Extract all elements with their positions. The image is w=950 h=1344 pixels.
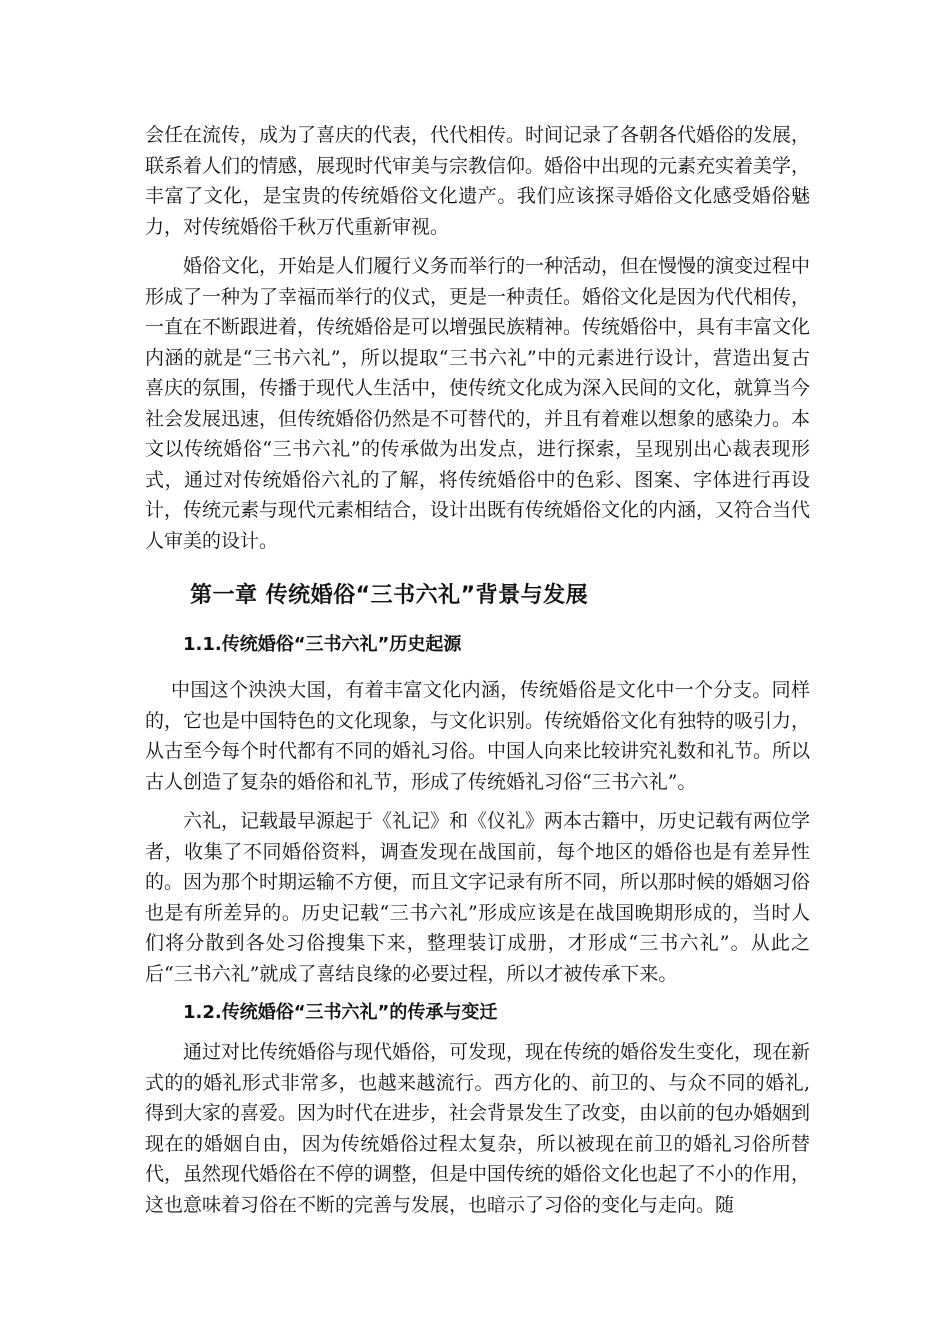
section-1-1-paragraph-1: 中国这个泱泱大国，有着丰富文化内涵，传统婚俗是文化中一个分支。同样的，它也是中国特色的文化现象，与文化识别。传统婚俗文化有独特的吸引力，从古至今每个时代都有不同的婚礼习俗。中国人向来比较讲究礼数和礼节。所以古人创造了复杂的婚俗和礼节，形成了传统婚礼习俗“三书六礼”。: [145, 679, 811, 793]
section-heading-1-1: 1.1.传统婚俗“三书六礼”历史起源: [183, 634, 462, 655]
intro-paragraph: 婚俗文化，开始是人们履行义务而举行的一种活动，但在慢慢的演变过程中形成了一种为了幸福而举行的仪式，更是一种责任。婚俗文化是因为代代相传，一直在不断跟进着，传统婚俗是可以增强民族精神。传统婚俗中，具有丰富文化内涵的就是“三书六礼”，所以提取“三书六礼”中的元素进行设计，营造出复古喜庆的氛围，传播于现代人生活中，使传统文化成为深入民间的文化，就算当今社会发展迅速，但传统婚俗仍然是不可替代的，并且有着难以想象的感染力。本文以传统婚俗“三书六礼”的传承做为出发点，进行探索，呈现别出心裁表现形式，通过对传统婚俗六礼的了解，将传统婚俗中的色彩、图案、字体进行再设计，传统元素与现代元素相结合，设计出既有传统婚俗文化的内涵，又符合当代人审美的设计。: [145, 255, 811, 552]
intro-paragraph-continued: 会任在流传，成为了喜庆的代表，代代相传。时间记录了各朝各代婚俗的发展，联系着人们的情感，展现时代审美与宗教信仰。婚俗中出现的元素充实着美学，丰富了文化，是宝贵的传统婚俗文化遗产。我们应该探寻婚俗文化感受婚俗魅力，对传统婚俗千秋万代重新审视。: [145, 124, 811, 238]
chapter-title: 第一章 传统婚俗“三书六礼”背景与发展: [190, 583, 589, 608]
section-1-1-paragraph-2: 六礼，记载最早源起于《礼记》和《仪礼》两本古籍中，历史记载有两位学者，收集了不同婚俗资料，调查发现在战国前，每个地区的婚俗也是有差异性的。因为那个时期运输不方便，而且文字记录有所不同，所以那时候的婚姻习俗也是有所差异的。历史记载“三书六礼”形成应该是在战国晚期形成的，当时人们将分散到各处习俗搜集下来，整理装订成册，才形成“三书六礼”。从此之后“三书六礼”就成了喜结良缘的必要过程，所以才被传承下来。: [145, 810, 811, 985]
section-1-2-paragraph-1: 通过对比传统婚俗与现代婚俗，可发现，现在传统的婚俗发生变化，现在新式的的婚礼形式非常多，也越来越流行。西方化的、前卫的、与众不同的婚礼,得到大家的喜爱。因为时代在进步，社会背景发生了改变，由以前的包办婚姻到现在的婚姻自由，因为传统婚俗过程太复杂，所以被现在前卫的婚礼习俗所替代，虽然现代婚俗在不停的调整，但是中国传统的婚俗文化也起了不小的作用，这也意味着习俗在不断的完善与发展，也暗示了习俗的变化与走向。随: [145, 1041, 811, 1216]
document-page: [145, 120, 810, 1220]
section-heading-1-2: 1.2.传统婚俗“三书六礼”的传承与变迁: [183, 1002, 498, 1023]
